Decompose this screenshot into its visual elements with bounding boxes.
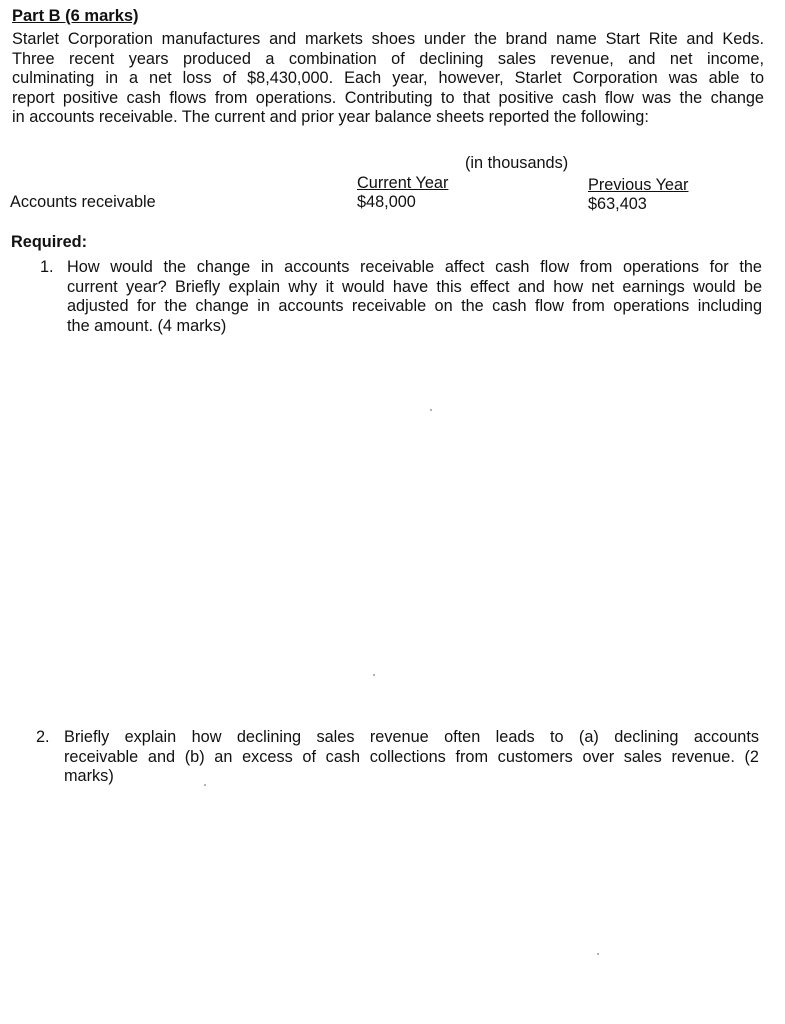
- question-line: current year? Briefly explain why it would have this effect and how net earnings would be: [67, 277, 762, 296]
- question-line: Briefly explain how declining sales revenue often leads to (a) declining accounts: [64, 728, 759, 746]
- scan-speck: [597, 953, 599, 955]
- cell-previous-year: $63,403: [588, 195, 647, 213]
- scan-speck: [430, 409, 432, 411]
- intro-line: report positive cash flows from operations. Contributing to that positive cash flow was the change: [12, 88, 764, 107]
- question-line: marks): [64, 767, 114, 785]
- column-header-current-year: Current Year: [357, 174, 449, 192]
- question-text: [64, 728, 759, 787]
- part-heading: Part B (6 marks): [12, 7, 139, 25]
- question-number: 2.: [36, 728, 50, 746]
- question-text: [67, 258, 762, 336]
- scan-speck: [373, 674, 375, 676]
- question-line: How would the change in accounts receivable affect cash flow from operations for the: [67, 258, 762, 276]
- cell-current-year: $48,000: [357, 193, 416, 211]
- row-label-accounts-receivable: Accounts receivable: [10, 193, 156, 211]
- intro-paragraph: [12, 30, 764, 128]
- unit-note: (in thousands): [465, 154, 569, 172]
- required-heading: Required:: [11, 233, 87, 251]
- question-number: 1.: [40, 258, 54, 276]
- column-header-previous-year: Previous Year: [588, 176, 689, 194]
- intro-line: Starlet Corporation manufactures and markets shoes under the brand name Start Rite and Keds.: [12, 30, 764, 48]
- question-line: the amount. (4 marks): [67, 316, 227, 335]
- question-line: receivable and (b) an excess of cash collections from customers over sales revenue. (2: [64, 747, 759, 766]
- question-line: adjusted for the change in accounts receivable on the cash flow from operations including: [67, 297, 762, 315]
- intro-line: culminating in a net loss of $8,430,000. Each year, however, Starlet Corporation was able to: [12, 69, 764, 87]
- intro-line: in accounts receivable. The current and prior year balance sheets reported the following:: [12, 108, 649, 126]
- scan-speck: [204, 784, 206, 786]
- intro-line: Three recent years produced a combination of declining sales revenue, and net income,: [12, 49, 764, 68]
